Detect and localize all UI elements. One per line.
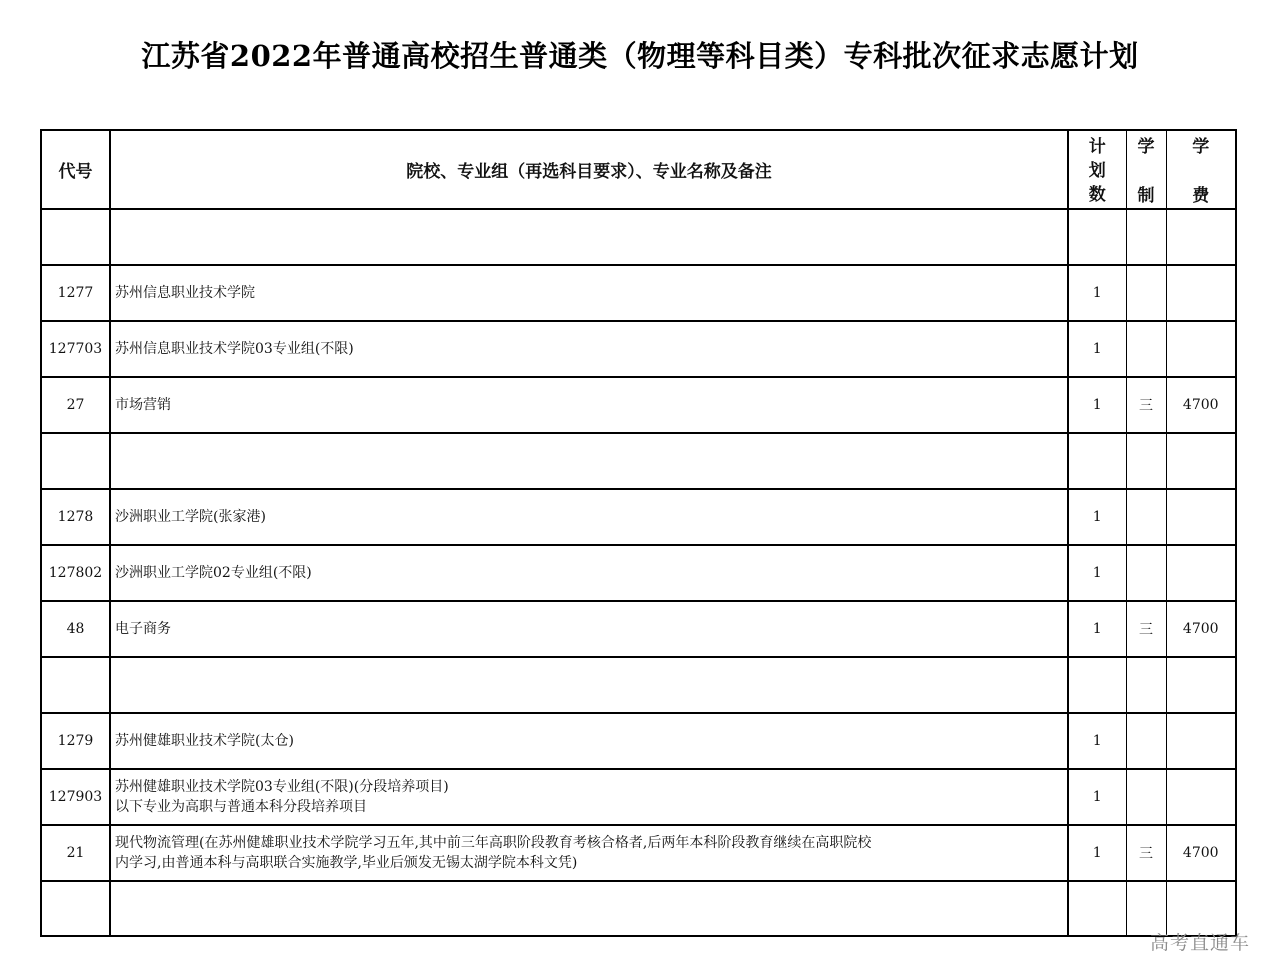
row-code: 127903	[41, 769, 110, 825]
row-code: 1279	[41, 713, 110, 769]
row-plan-count: 1	[1068, 321, 1126, 377]
table-body	[41, 209, 1236, 936]
row-years	[1126, 265, 1166, 321]
row-fee	[1166, 657, 1236, 713]
header-years-char: 学	[1137, 137, 1155, 157]
row-name	[110, 545, 1068, 601]
header-plan-char: 划	[1088, 161, 1106, 181]
row-years	[1126, 209, 1166, 265]
row-name-line: 苏州健雄职业技术学院(太仓)	[115, 733, 294, 749]
table-row	[41, 881, 1236, 936]
header-fee-char: 费	[1192, 186, 1210, 206]
row-years: 三	[1126, 601, 1166, 657]
row-code: 27	[41, 377, 110, 433]
row-years	[1126, 545, 1166, 601]
row-plan-count	[1068, 209, 1126, 265]
row-years	[1126, 657, 1166, 713]
row-plan-count	[1068, 657, 1126, 713]
row-plan-count	[1068, 433, 1126, 489]
table-row	[41, 825, 1236, 881]
row-plan-count: 1	[1068, 825, 1126, 881]
header-fee-char: 学	[1192, 137, 1210, 157]
row-fee	[1166, 769, 1236, 825]
row-plan-count: 1	[1068, 601, 1126, 657]
row-fee	[1166, 209, 1236, 265]
row-name-line: 内学习,由普通本科与高职联合实施教学,毕业后颁发无锡太湖学院本科文凭)	[115, 855, 578, 871]
row-plan-count: 1	[1068, 545, 1126, 601]
header-plan	[1068, 130, 1126, 209]
row-fee: 4700	[1166, 825, 1236, 881]
table-row	[41, 713, 1236, 769]
row-name-line: 现代物流管理(在苏州健雄职业技术学院学习五年,其中前三年高职阶段教育考核合格者,后两年本科阶段教育继续在高职院校	[115, 835, 872, 851]
row-years	[1126, 713, 1166, 769]
row-fee	[1166, 545, 1236, 601]
row-years	[1126, 769, 1166, 825]
row-code	[41, 209, 110, 265]
row-plan-count: 1	[1068, 713, 1126, 769]
header-code: 代号	[41, 130, 110, 209]
row-name	[110, 321, 1068, 377]
row-years	[1126, 433, 1166, 489]
table-row	[41, 321, 1236, 377]
watermark-text: 高考直通车	[1149, 932, 1250, 954]
row-plan-count: 1	[1068, 489, 1126, 545]
table-row	[41, 489, 1236, 545]
table-row	[41, 657, 1236, 713]
row-code: 127703	[41, 321, 110, 377]
row-years	[1126, 321, 1166, 377]
row-name-line: 苏州健雄职业技术学院03专业组(不限)(分段培养项目)	[115, 779, 449, 795]
table-row	[41, 265, 1236, 321]
row-name-line: 沙洲职业工学院02专业组(不限)	[115, 565, 312, 581]
row-code: 21	[41, 825, 110, 881]
row-fee	[1166, 321, 1236, 377]
table-row	[41, 433, 1236, 489]
row-name	[110, 377, 1068, 433]
table-row	[41, 545, 1236, 601]
table-header-row	[41, 130, 1236, 209]
row-name	[110, 657, 1068, 713]
header-name: 院校、专业组（再选科目要求）、专业名称及备注	[110, 130, 1068, 209]
row-years: 三	[1126, 377, 1166, 433]
row-name	[110, 209, 1068, 265]
row-name-line: 电子商务	[115, 621, 171, 637]
row-fee	[1166, 265, 1236, 321]
page-title: 江苏省2022年普通高校招生普通类（物理等科目类）专科批次征求志愿计划	[141, 39, 1139, 73]
row-code: 1278	[41, 489, 110, 545]
row-name-line: 以下专业为高职与普通本科分段培养项目	[115, 799, 367, 815]
row-code: 127802	[41, 545, 110, 601]
row-name	[110, 601, 1068, 657]
row-fee: 4700	[1166, 377, 1236, 433]
row-name-line: 市场营销	[115, 397, 171, 413]
row-fee	[1166, 489, 1236, 545]
header-years-char: 制	[1137, 186, 1155, 206]
row-fee	[1166, 713, 1236, 769]
header-years	[1126, 130, 1166, 209]
row-name-line: 沙洲职业工学院(张家港)	[115, 509, 266, 525]
row-code	[41, 881, 110, 936]
row-code	[41, 657, 110, 713]
enrollment-plan-table	[40, 129, 1237, 937]
header-plan-char: 数	[1088, 185, 1106, 205]
table-row	[41, 601, 1236, 657]
table-row	[41, 377, 1236, 433]
row-plan-count: 1	[1068, 769, 1126, 825]
row-plan-count	[1068, 881, 1126, 936]
row-plan-count: 1	[1068, 377, 1126, 433]
row-fee	[1166, 433, 1236, 489]
row-code: 48	[41, 601, 110, 657]
row-name-line: 苏州信息职业技术学院03专业组(不限)	[115, 341, 354, 357]
row-name	[110, 433, 1068, 489]
row-name	[110, 825, 1068, 881]
row-code	[41, 433, 110, 489]
row-years: 三	[1126, 825, 1166, 881]
table-row	[41, 769, 1236, 825]
header-plan-char: 计	[1088, 137, 1106, 157]
row-name	[110, 881, 1068, 936]
row-name	[110, 769, 1068, 825]
row-fee: 4700	[1166, 601, 1236, 657]
row-years	[1126, 489, 1166, 545]
row-name	[110, 265, 1068, 321]
row-name-line: 苏州信息职业技术学院	[115, 285, 255, 301]
row-name	[110, 489, 1068, 545]
row-code: 1277	[41, 265, 110, 321]
row-plan-count: 1	[1068, 265, 1126, 321]
header-fee	[1166, 130, 1236, 209]
table-row	[41, 209, 1236, 265]
row-name	[110, 713, 1068, 769]
